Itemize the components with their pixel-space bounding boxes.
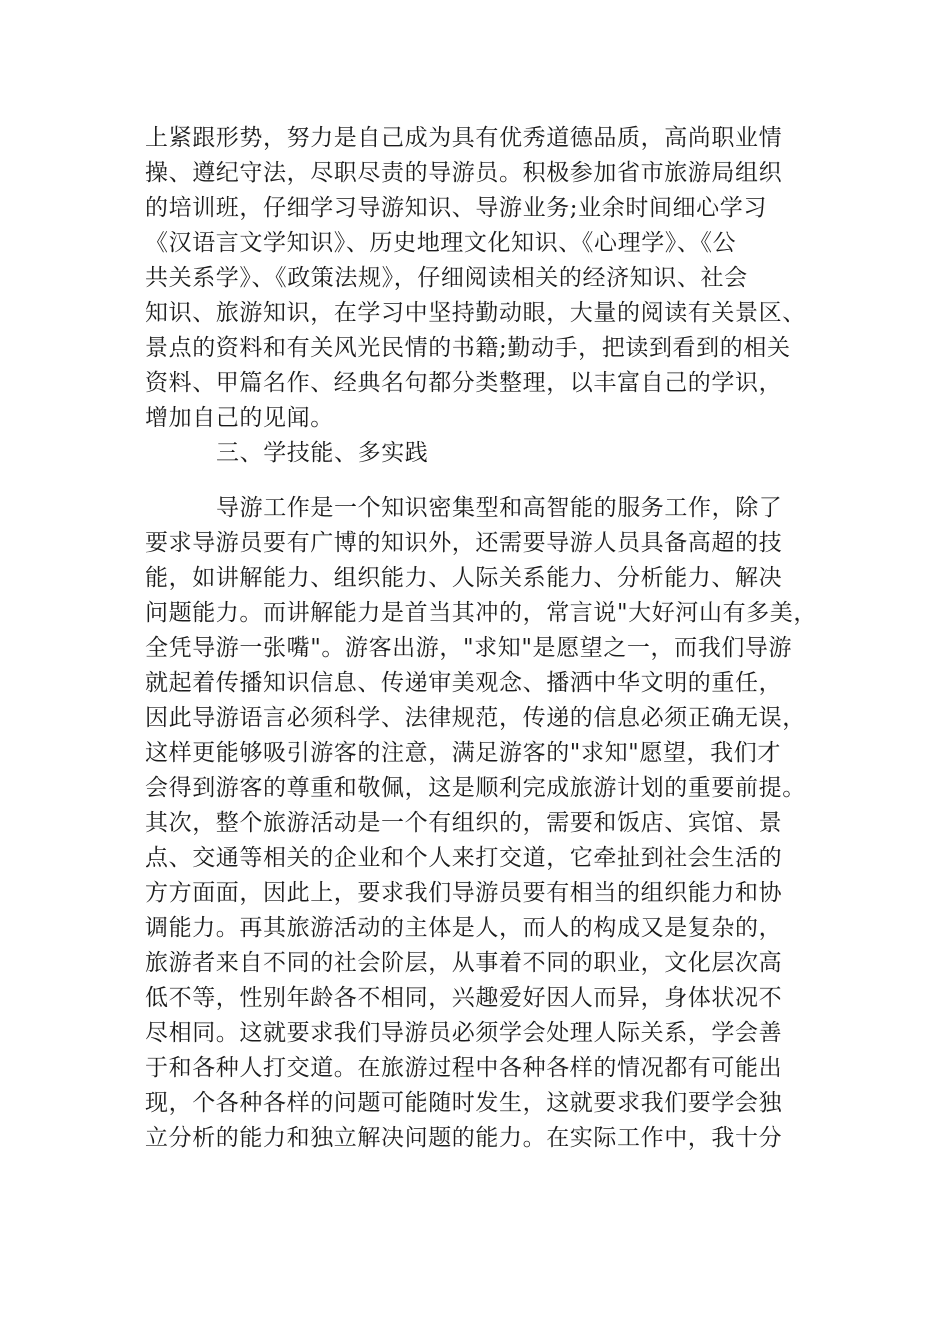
text-line: 操、遵纪守法，尽职尽责的导游员。积极参加省市旅游局组织	[145, 160, 783, 186]
text-line: 调能力。再其旅游活动的主体是人，而人的构成又是复杂的，	[145, 915, 783, 941]
text-line: 知识、旅游知识，在学习中坚持勤动眼，大量的阅读有关景区、	[145, 300, 806, 326]
section-heading: 三、学技能、多实践	[216, 440, 429, 466]
text-line: 增加自己的见闻。	[145, 405, 334, 431]
text-line: 点、交通等相关的企业和个人来打交道，它牵扯到社会生活的	[145, 845, 783, 871]
text-line: 《汉语言文学知识》、历史地理文化知识、《心理学》、《公	[145, 230, 737, 256]
text-line: 立分析的能力和独立解决问题的能力。在实际工作中，我十分	[145, 1125, 783, 1151]
text-line: 现，个各种各样的问题可能随时发生，这就要求我们要学会独	[145, 1090, 783, 1116]
text-line: 尽相同。这就要求我们导游员必须学会处理人际关系，学会善	[145, 1020, 783, 1046]
text-line: 全凭导游一张嘴"。游客出游，"求知"是愿望之一，而我们导游	[145, 635, 793, 661]
text-line: 问题能力。而讲解能力是首当其冲的，常言说"大好河山有多美，	[145, 600, 817, 626]
text-line: 会得到游客的尊重和敬佩，这是顺利完成旅游计划的重要前提。	[145, 775, 806, 801]
text-line: 景点的资料和有关风光民情的书籍;勤动手，把读到看到的相关	[145, 335, 791, 361]
text-line: 就起着传播知识信息、传递审美观念、播洒中华文明的重任，	[145, 670, 783, 696]
text-line: 资料、甲篇名作、经典名句都分类整理，以丰富自己的学识，	[145, 370, 783, 396]
text-line: 其次，整个旅游活动是一个有组织的，需要和饭店、宾馆、景	[145, 810, 783, 836]
text-line: 导游工作是一个知识密集型和高智能的服务工作，除了	[216, 495, 783, 521]
text-line: 旅游者来自不同的社会阶层，从事着不同的职业，文化层次高	[145, 950, 783, 976]
text-line: 方方面面，因此上，要求我们导游员要有相当的组织能力和协	[145, 880, 783, 906]
text-line: 这样更能够吸引游客的注意，满足游客的"求知"愿望，我们才	[145, 740, 781, 766]
text-line: 上紧跟形势，努力是自己成为具有优秀道德品质，高尚职业情	[145, 125, 783, 151]
text-line: 的培训班，仔细学习导游知识、导游业务;业余时间细心学习	[145, 195, 767, 221]
text-line: 于和各种人打交道。在旅游过程中各种各样的情况都有可能出	[145, 1055, 783, 1081]
text-line: 因此导游语言必须科学、法律规范，传递的信息必须正确无误，	[145, 705, 806, 731]
text-line: 共关系学》、《政策法规》，仔细阅读相关的经济知识、社会	[145, 265, 748, 291]
text-line: 要求导游员要有广博的知识外，还需要导游人员具备高超的技	[145, 530, 783, 556]
text-line: 低不等，性别年龄各不相同，兴趣爱好因人而异，身体状况不	[145, 985, 783, 1011]
text-line: 能，如讲解能力、组织能力、人际关系能力、分析能力、解决	[145, 565, 783, 591]
